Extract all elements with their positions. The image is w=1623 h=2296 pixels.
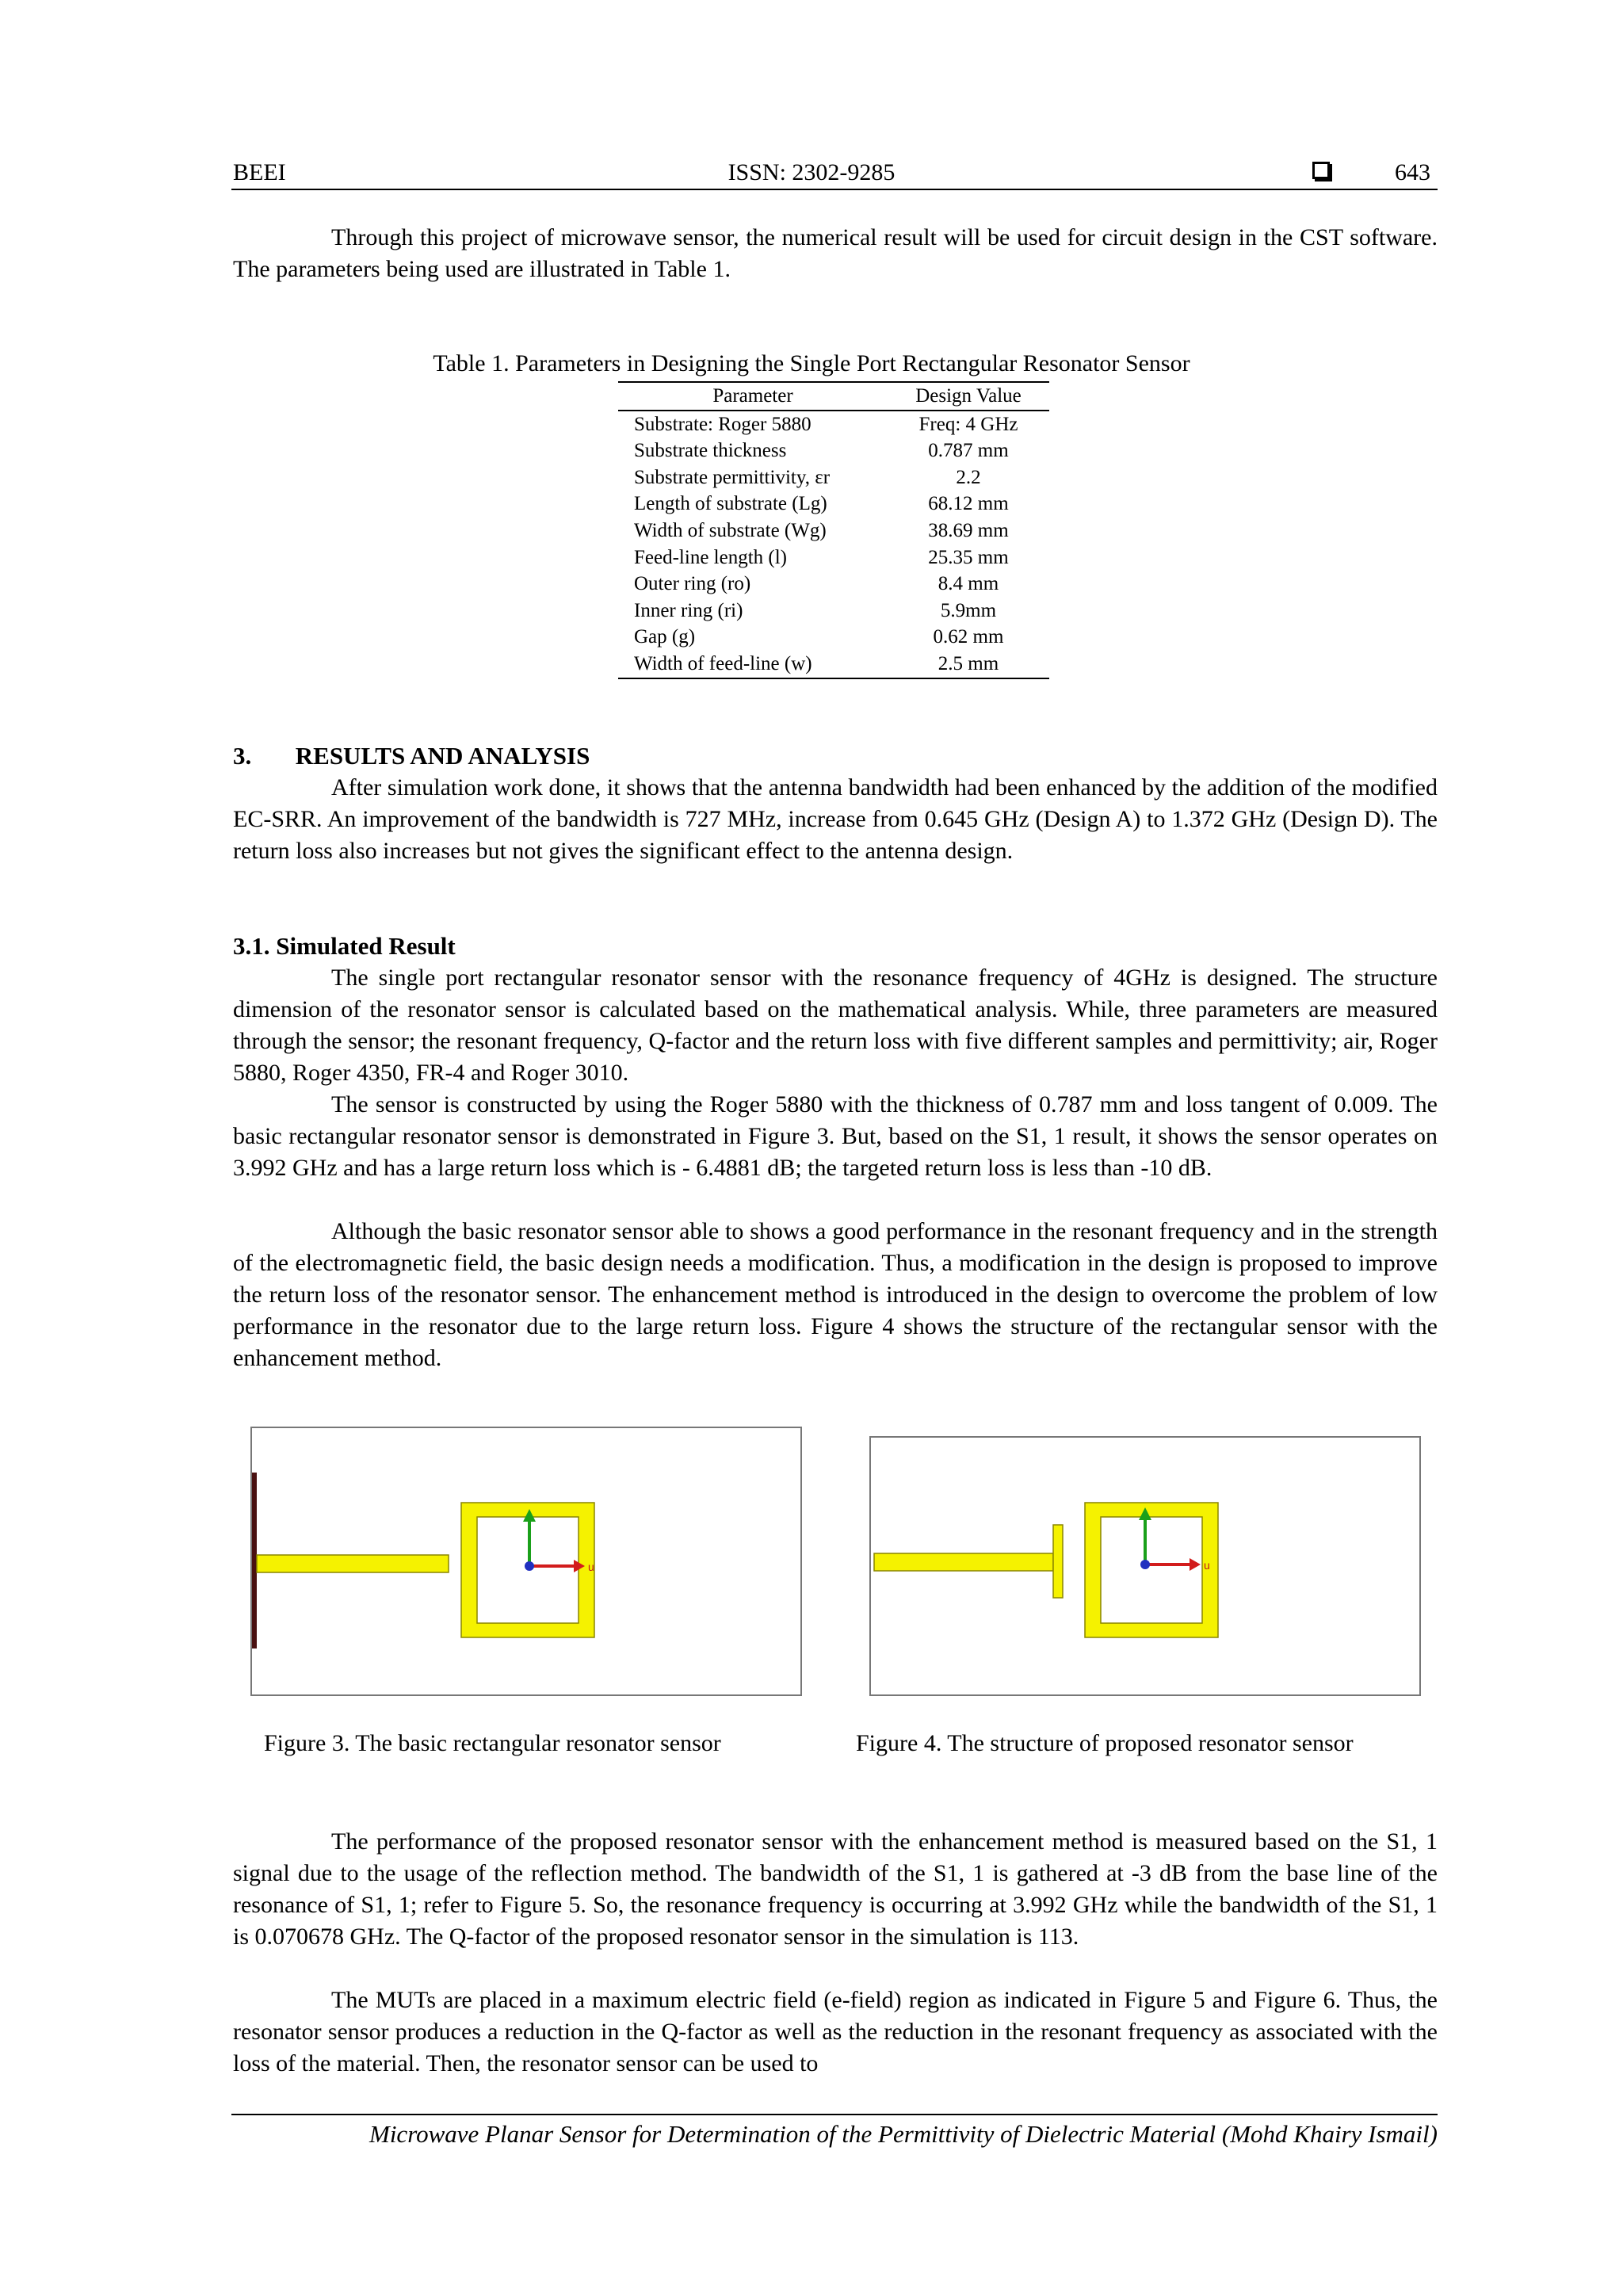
table-row: Inner ring (ri) 5.9mm — [634, 599, 997, 621]
footer-rule — [231, 2114, 1438, 2115]
table-row: Feed-line length (l) 25.35 mm — [634, 546, 1009, 568]
table-row: Length of substrate (Lg) 68.12 mm — [634, 493, 1009, 515]
origin-marker — [525, 1561, 534, 1571]
muts-paragraph: The MUTs are placed in a maximum electric field (e-field) region as indicated in Figure 5 and Figure 6. Thus, the resonator sensor produces a reduction in the Q-factor as well as the reduction in the resonant frequency as associated with the loss of the material. Then, the resonator sensor can be used to — [233, 1987, 1438, 2076]
simulated-result-paragraph-3: Although the basic resonator sensor able to shows a good performance in the resonant frequency and in the strength of the electromagnetic field, the basic design needs a modification. Thus, a modification in the design is proposed to improve the return loss of the resonator sensor. The enhancement method is introduced in the design to overcome the problem of low performance in the resonator due to the large return loss. Figure 4 shows the structure of the rectangular sensor with the enhancement method. — [233, 1218, 1438, 1371]
table-row: Substrate: Roger 5880 Freq: 4 GHz — [634, 413, 1018, 435]
intro-paragraph: Through this project of microwave sensor, the numerical result will be used for circuit design in the CST software. The parameters being used are illustrated in Table 1. — [233, 224, 1438, 282]
u-axis-arrowhead — [1190, 1558, 1201, 1571]
table-row: Gap (g) 0.62 mm — [634, 626, 1004, 648]
table-row: Substrate thickness 0.787 mm — [634, 440, 1009, 462]
page-number: 643 — [1395, 159, 1430, 185]
simulated-result-paragraph-1: The single port rectangular resonator sensor with the resonance frequency of 4GHz is designed. The structure dimension of the resonator sensor is calculated based on the mathematical analysis. While, three parameters are measured through the sensor; the resonant frequency, Q-factor and the return loss with five different samples and permittivity; air, Roger 5880, Roger 4350, FR-4 and Roger 3010. — [233, 965, 1438, 1086]
table-row: Width of substrate (Wg) 38.69 mm — [634, 519, 1009, 541]
port-edge — [252, 1473, 257, 1648]
figure-3-caption: Figure 3. The basic rectangular resonator sensor — [264, 1730, 721, 1756]
u-axis-label: u — [588, 1561, 594, 1573]
section-heading — [233, 740, 590, 772]
table-row: Substrate permittivity, εr 2.2 — [634, 466, 981, 488]
subsection-title: 3.1. Simulated Result — [233, 932, 456, 960]
section-title: RESULTS AND ANALYSIS — [295, 742, 590, 770]
section3-paragraph: After simulation work done, it shows that the antenna bandwidth had been enhanced by the addition of the modified EC-SRR. An improvement of the bandwidth is 727 MHz, increase from 0.645 GHz (Design A) to 1.372 GHz (Design D). The return loss also increases but not gives the significant effect to the antenna design. — [233, 774, 1438, 864]
u-axis-label: u — [1204, 1559, 1210, 1572]
stub-element — [1053, 1525, 1063, 1598]
square-bullet-icon — [1312, 162, 1330, 179]
table-header-parameter: Parameter — [618, 382, 888, 411]
figure-3-basic-sensor — [250, 1427, 802, 1696]
feed-line — [257, 1555, 449, 1572]
feed-line — [874, 1553, 1053, 1571]
journal-name: BEEI — [233, 159, 286, 185]
parameters-table — [618, 381, 1049, 679]
origin-marker — [1140, 1560, 1150, 1569]
table-header-design-value: Design Value — [888, 382, 1049, 411]
issn: ISSN: 2302-9285 — [727, 159, 896, 185]
figure-3-drawing — [252, 1428, 800, 1694]
running-footer: Microwave Planar Sensor for Determination of the Permittivity of Dielectric Material (Mohd Khairy Ismail) — [369, 2120, 1438, 2148]
performance-paragraph: The performance of the proposed resonator sensor with the enhancement method is measured based on the S1, 1 signal due to the usage of the reflection method. The bandwidth of the S1, 1 is gathered at -3 dB from the base line of the resonance of S1, 1; refer to Figure 5. So, the resonance frequency is occurring at 3.992 GHz while the bandwidth of the S1, 1 is 0.070678 GHz. The Q-factor of the proposed resonator sensor in the simulation is 113. — [233, 1828, 1438, 1950]
simulated-result-paragraph-2: The sensor is constructed by using the Roger 5880 with the thickness of 0.787 mm and loss tangent of 0.009. The basic rectangular resonator sensor is demonstrated in Figure 3. But, based on the S1, 1 result, it shows the sensor operates on 3.992 GHz and has a large return loss which is - 6.4881 dB; the targeted return loss is less than -10 dB. — [233, 1091, 1438, 1181]
figure-4-caption: Figure 4. The structure of proposed resonator sensor — [856, 1730, 1354, 1756]
square-ring-resonator — [1085, 1503, 1218, 1637]
table-row: Outer ring (ro) 8.4 mm — [634, 573, 999, 595]
header-rule — [231, 189, 1438, 190]
figure-4-drawing — [871, 1438, 1419, 1694]
table-caption: Table 1. Parameters in Designing the Single Port Rectangular Resonator Sensor — [433, 350, 1190, 376]
table-row: Width of feed-line (w) 2.5 mm — [618, 651, 1049, 678]
section-number: 3. — [233, 742, 252, 770]
figure-4-proposed-sensor — [869, 1436, 1421, 1696]
